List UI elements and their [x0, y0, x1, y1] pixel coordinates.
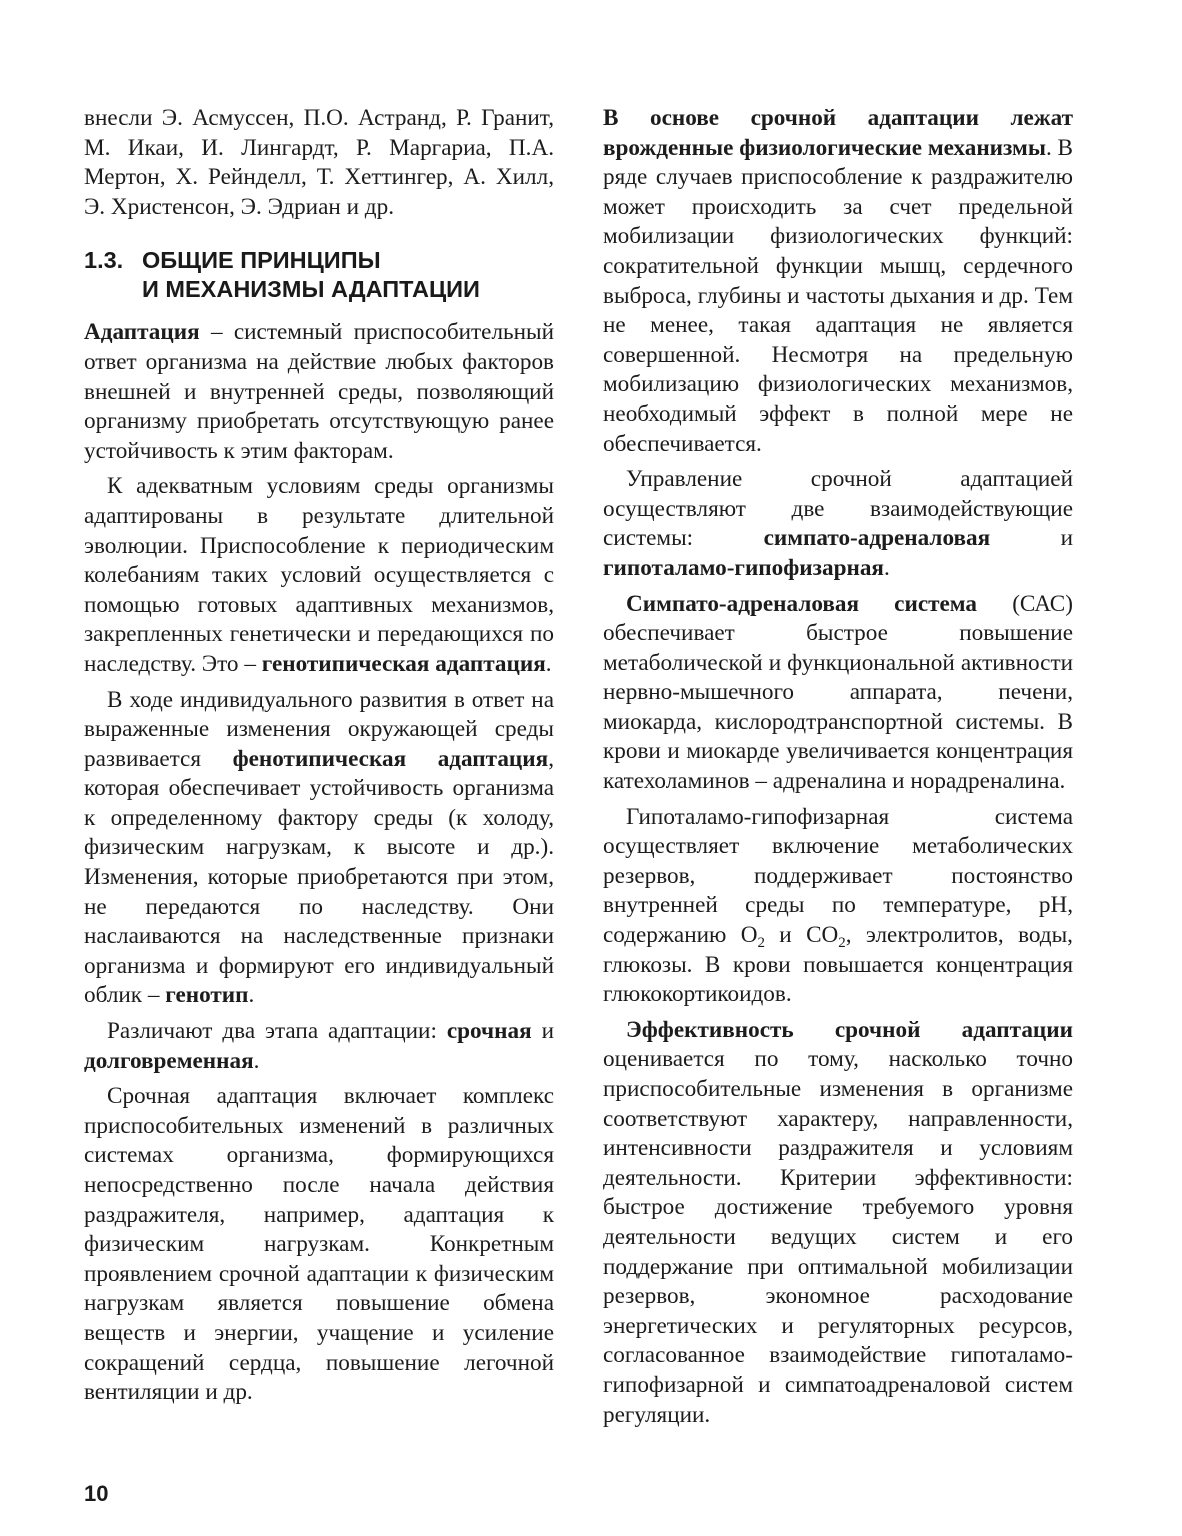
control-systems-paragraph [603, 465, 1073, 583]
term-sympatho-adrenal: симпато-адреналовая [763, 525, 991, 552]
phenotypic-paragraph [84, 686, 554, 1012]
hpa-text-3: , электролитов, воды, глюкозы. В крови повышается концентрация глюкокортикоидов. [603, 922, 1073, 1008]
sas-paragraph [603, 590, 1073, 797]
term-urgent: срочная [446, 1018, 532, 1045]
term-sas: Симпато-адреналовая система [626, 590, 978, 617]
conjunction: и [990, 525, 1073, 552]
stages-paragraph [84, 1017, 554, 1076]
subscript-2: 2 [838, 935, 846, 952]
intro-paragraph [84, 104, 554, 222]
right-column [603, 104, 1073, 1436]
genotypic-paragraph [84, 472, 554, 679]
urgent-adaptation-text: Срочная адаптация включает комплекс приспособительных изменений в различных системах организма, формирующихся непосредственно после начала действия раздражителя, например, адаптация к физическим нагрузкам. Конкретным проявлением срочной адаптации к физическим нагрузкам является повышение обмена веществ и энергии, учащение и усиление сокращений сердца, повышение легочной вентиляции и др. [84, 1083, 554, 1406]
term-genotypic-adaptation: генотипическая адаптация [261, 650, 546, 677]
innate-mechanisms-text: . В ряде случаев приспособление к раздражителю может происходить за счет предельной мобилизации физиологических функций: сократительной функции мышц, сердечного выброса, глубины и частоты дыхания и др. Тем не менее, такая адаптация не является совершенной. Несмотря на предельную мобилизацию физиологических механизмов, необходимый эффект в полной мере не обеспечивается. [603, 134, 1074, 457]
stages-text: Различают два этапа адаптации: [107, 1018, 447, 1045]
punct: . [545, 650, 552, 677]
term-effectiveness: Эффективность срочной адаптации [626, 1016, 1073, 1043]
punct: . [883, 554, 890, 581]
phenotypic-text: В ходе индивидуального развития в ответ на выраженные изменения окружающей среды развивается [84, 686, 554, 772]
term-phenotypic-adaptation: фенотипическая адаптация [232, 745, 549, 772]
punct: . [253, 1047, 260, 1074]
punct: . [248, 982, 255, 1009]
control-systems-text: Управление срочной адаптацией осуществляют две взаимодействующие системы: [603, 466, 1073, 552]
adaptation-definition-paragraph [84, 318, 554, 466]
page-number: 10 [84, 1481, 109, 1506]
innate-mechanisms-paragraph [603, 104, 1073, 459]
term-long-term: долговременная [84, 1047, 254, 1074]
hpa-text-1: Гипоталамо-гипофизарная система осуществляет включение метаболических резервов, поддерживает постоянство внутренней среды по температуре, pH, содержанию O [603, 803, 1073, 949]
hpa-paragraph [603, 803, 1073, 1010]
term-adaptation: Адаптация [84, 319, 200, 346]
effectiveness-text: оценивается по тому, насколько точно приспособительные изменения в организме соответствуют характеру, направленности, интенсивности раздражителя и условиям деятельности. Критерии эффективности: быстрое достижение требуемого уровня деятельности ведущих систем и его поддержание при оптимальной мобилизации резервов, экономное расходование энергетических и регуляторных ресурсов, согласованное взаимодействие гипоталамо-гипофизарной и симпатоадреналовой систем регуляции. [603, 1046, 1073, 1428]
term-hypothalamo-pituitary: гипоталамо-гипофизарная [603, 554, 884, 581]
hpa-text-2: и CO [764, 922, 839, 949]
section-number: 1.3. [84, 247, 124, 274]
section-title-line1: ОБЩИЕ ПРИНЦИПЫ [142, 247, 381, 274]
effectiveness-paragraph [603, 1016, 1073, 1430]
subscript-2: 2 [757, 935, 765, 952]
definition-text: – системный приспособительный ответ организма на действие любых факторов внешней и внутренней среды, позволяющий организму приобретать отсутствующую ранее устойчивость к этим факторам. [84, 319, 554, 464]
intro-text: внесли Э. Асмуссен, П.О. Астранд, Р. Гранит, М. Икаи, И. Лингардт, Р. Маргариа, П.А. Мертон, Х. Рейнделл, Т. Хеттингер, А. Хилл, Э. Христенсон, Э. Эдриан и др. [84, 105, 554, 220]
phenotypic-text-2: , которая обеспечивает устойчивость организма к определенному фактору среды (к холоду, физическим нагрузкам, к высоте и др.). Изменения, которые приобретаются при этом, не передаются по наследству. Они наслаиваются на наследственные признаки организма и формируют его индивидуальный облик – [84, 745, 554, 1009]
sas-text: (САС) обеспечивает быстрое повышение метаболической и функциональной активности нервно-мышечного аппарата, печени, миокарда, кислородтранспортной системы. В крови и миокарде увеличивается концентрация катехоламинов – адреналина и норадреналина. [603, 590, 1073, 795]
conjunction: и [531, 1018, 554, 1045]
section-title-line2: И МЕХАНИЗМЫ АДАПТАЦИИ [142, 276, 480, 303]
term-innate-mechanisms: В основе срочной адаптации лежат врожденные физиологические механизмы [603, 105, 1073, 161]
term-genotype: генотип [165, 982, 249, 1009]
urgent-adaptation-paragraph [84, 1082, 554, 1408]
left-column [84, 104, 554, 1414]
genotypic-text: К адекватным условиям среды организмы адаптированы в результате длительной эволюции. Приспособление к периодическим колебаниям таких условий осуществляется с помощью готовых адаптивных механизмов, закрепленных генетически и передающихся по наследству. Это – [84, 473, 554, 677]
section-heading [84, 246, 554, 304]
